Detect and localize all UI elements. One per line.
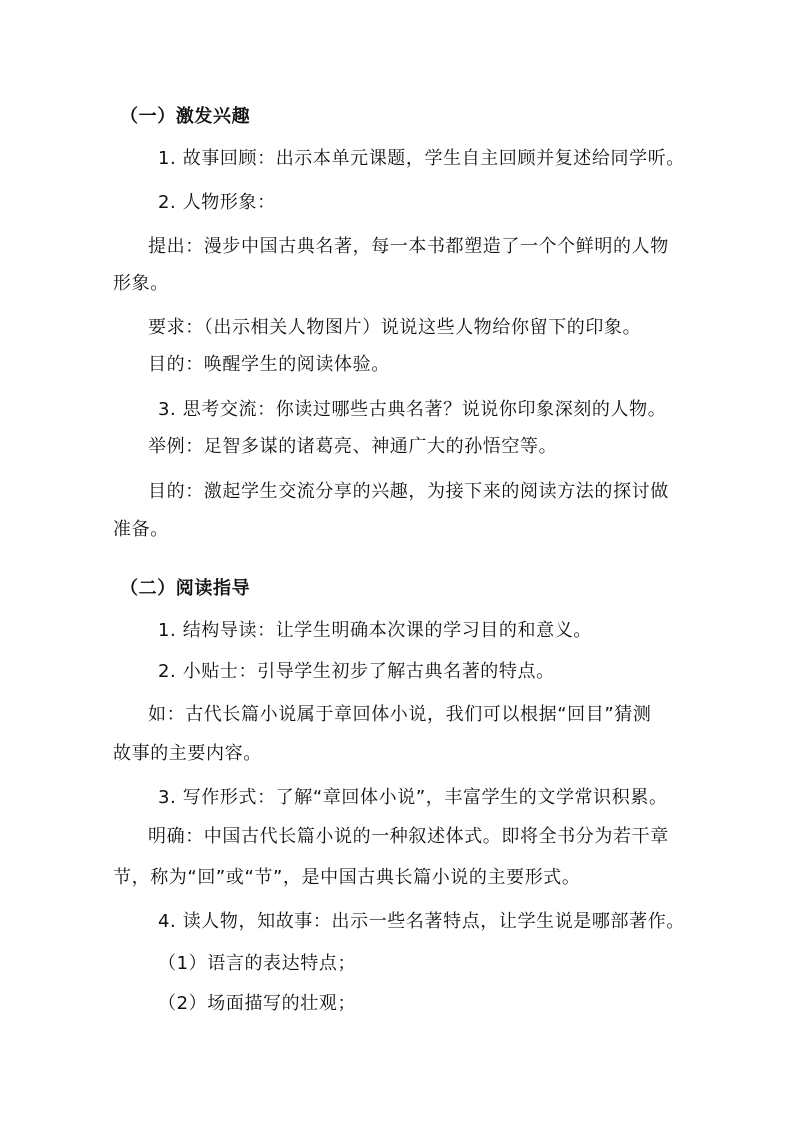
paragraph-line: 目的：激起学生交流分享的兴趣，为接下来的阅读方法的探讨做 [148, 481, 669, 502]
paragraph-line: 2. 小贴士：引导学生初步了解古典名著的特点。 [158, 661, 555, 682]
paragraph-line: 形象。 [113, 273, 169, 294]
paragraph-line: （1）语言的表达特点； [158, 953, 357, 974]
paragraph-line: 举例：足智多谋的诸葛亮、神通广大的孙悟空等。 [148, 436, 558, 457]
paragraph-line: 目的：唤醒学生的阅读体验。 [148, 354, 390, 375]
paragraph-line: 节，称为“回”或“节”，是中国古典长篇小说的主要形式。 [113, 867, 581, 888]
paragraph-line: 3. 写作形式：了解“章回体小说”，丰富学生的文学常识积累。 [158, 787, 668, 808]
paragraph-line: 明确：中国古代长篇小说的一种叙述体式。即将全书分为若干章 [148, 826, 669, 847]
paragraph-line: 1. 结构导读：让学生明确本次课的学习目的和意义。 [158, 620, 592, 641]
paragraph-line: 4. 读人物，知故事：出示一些名著特点，让学生说是哪部著作。 [158, 911, 685, 932]
paragraph-line: 故事的主要内容。 [113, 743, 262, 764]
paragraph-line: 1. 故事回顾：出示本单元课题，学生自主回顾并复述给同学听。 [158, 148, 685, 169]
paragraph-line: 准备。 [113, 519, 169, 540]
paragraph-line: 3. 思考交流：你读过哪些古典名著？说说你印象深刻的人物。 [158, 399, 667, 420]
paragraph-line: 2. 人物形象： [158, 192, 276, 213]
section-heading-2: （二）阅读指导 [120, 578, 251, 599]
paragraph-line: 如：古代长篇小说属于章回体小说，我们可以根据“回目”猜测 [148, 704, 652, 725]
paragraph-line: （2）场面描写的壮观； [158, 993, 357, 1014]
paragraph-line: 提出：漫步中国古典名著，每一本书都塑造了一个个鲜明的人物 [148, 236, 669, 257]
paragraph-line: 要求：（出示相关人物图片）说说这些人物给你留下的印象。 [148, 317, 642, 338]
section-heading-1: （一）激发兴趣 [120, 106, 251, 127]
